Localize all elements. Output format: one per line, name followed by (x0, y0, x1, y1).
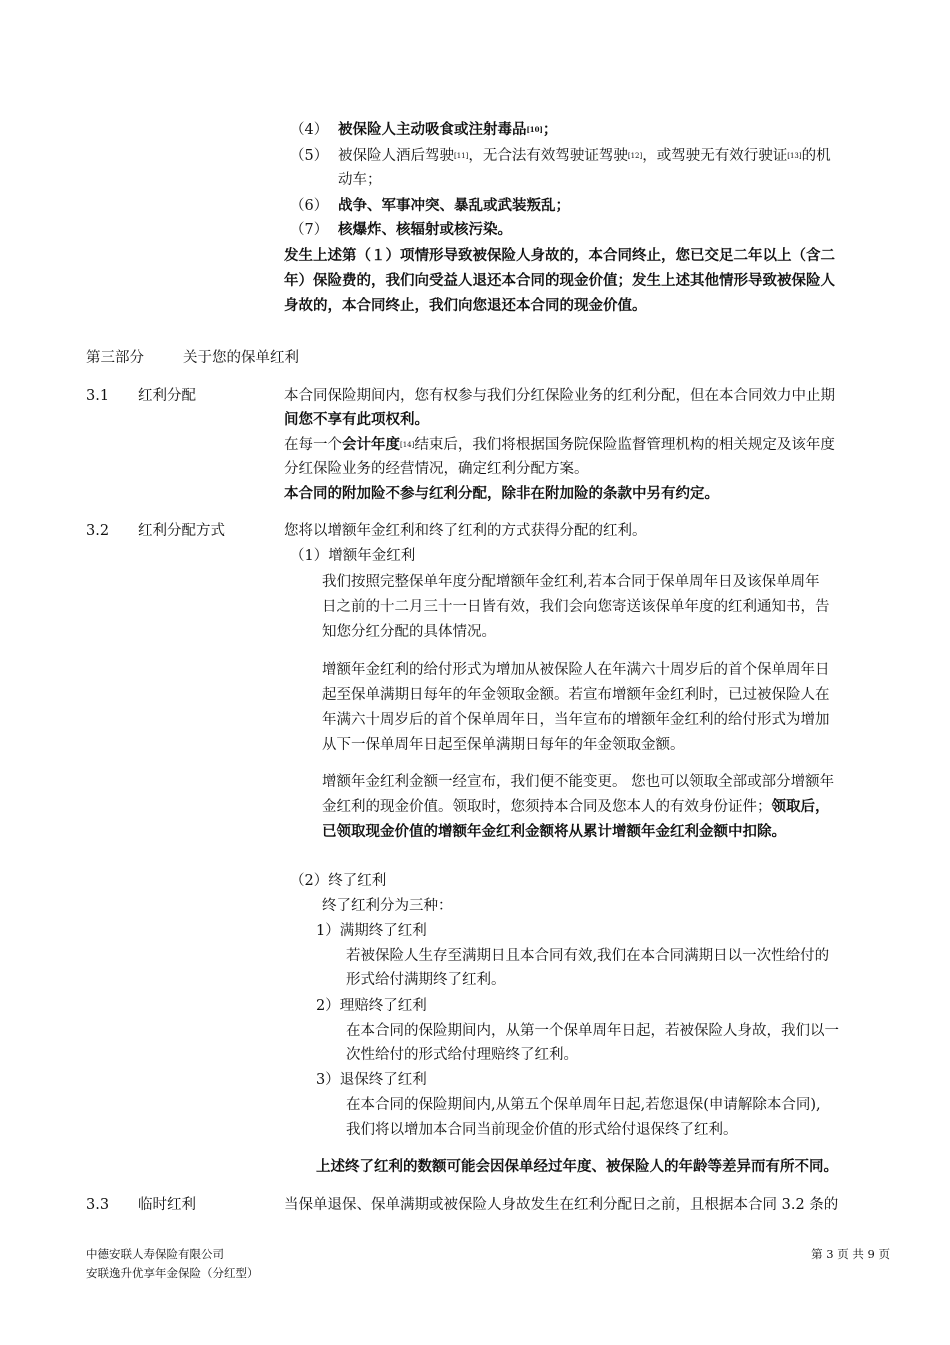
clause-5-cont: 动车； (338, 172, 382, 188)
s32-p1-line-3: 知您分红分配的具体情况。 (322, 624, 496, 640)
s32-sub1-title: （1）增额年金红利 (290, 548, 416, 564)
clause-4: （4） (290, 122, 329, 138)
s32-p3-line-2: 金红利的现金价值。领取时，您须持本合同及您本人的有效身份证件；领取后， (322, 798, 830, 815)
s32-p2-line-2: 起至保单满期日每年的年金领取金额。若宣布增额年金红利时，已过被保险人在 (322, 687, 830, 703)
s32-p1-line-2: 日之前的十二月三十一日皆有效，我们会向您寄送该保单年度的红利通知书，告 (322, 599, 830, 615)
s32-p1-line-1: 我们按照完整保单年度分配增额年金红利,若本合同于保单周年日及该保单周年 (322, 574, 820, 590)
s31-line-5: 本合同的附加险不参与红利分配，除非在附加险的条款中另有约定。 (284, 485, 719, 502)
section-3-2-title: 红利分配方式 (138, 523, 225, 539)
s31-line-2: 间您不享有此项权利。 (284, 411, 429, 428)
s32-t2-line-1: 在本合同的保险期间内，从第一个保单周年日起，若被保险人身故，我们以一 (346, 1023, 839, 1039)
section-3-1-num: 3.1 (86, 388, 110, 404)
s33-line-1: 当保单退保、保单满期或被保险人身故发生在红利分配日之前，且根据本合同 3.2 条的 (284, 1197, 839, 1213)
clause-7: （7） (290, 222, 329, 238)
s32-p2-line-1: 增额年金红利的给付形式为增加从被保险人在年满六十周岁后的首个保单周年日 (322, 662, 830, 678)
s32-t1-line-2: 形式给付满期终了红利。 (346, 972, 506, 988)
clause-4-text: 被保险人主动吸食或注射毒品[10]； (338, 121, 558, 138)
clause-5-text: 被保险人酒后驾驶[11]，无合法有效驾驶证驾驶[12]，或驾驶无有效行驶证[13]的机 (338, 148, 831, 164)
footer-product: 安联逸升优享年金保险（分红型） (86, 1266, 259, 1280)
s32-p2-line-3: 年满六十周岁后的首个保单周年日，当年宣布的增额年金红利的给付形式为增加 (322, 712, 830, 728)
s32-note: 上述终了红利的数额可能会因保单经过年度、被保险人的年龄等差异而有所不同。 (316, 1158, 838, 1175)
clause-5: （5） (290, 148, 329, 164)
s31-line-1: 本合同保险期间内，您有权参与我们分红保险业务的红利分配，但在本合同效力中止期 (284, 388, 835, 404)
s32-t1-line-1: 若被保险人生存至满期日且本合同有效,我们在本合同满期日以一次性给付的 (346, 948, 830, 964)
clause-6-text: 战争、军事冲突、暴乱或武装叛乱； (338, 197, 570, 214)
consequence-line-2: 年）保险费的，我们向受益人退还本合同的现金价值；发生上述其他情形导致被保险人 (284, 272, 835, 289)
s32-sub2-intro: 终了红利分为三种： (322, 898, 453, 914)
consequence-line-3: 身故的，本合同终止，我们向您退还本合同的现金价值。 (284, 297, 647, 314)
part-title: 关于您的保单红利 (183, 350, 299, 366)
section-3-1-title: 红利分配 (138, 388, 196, 404)
s32-p3-line-1: 增额年金红利金额一经宣布，我们便不能变更。 您也可以领取全部或部分增额年 (322, 774, 835, 790)
part-label: 第三部分 (86, 350, 144, 366)
s32-t3-title: 3）退保终了红利 (316, 1072, 427, 1088)
s32-p3-line-3: 已领取现金价值的增额年金红利金额将从累计增额年金红利金额中扣除。 (322, 823, 786, 840)
clause-7-text: 核爆炸、核辐射或核污染。 (338, 221, 512, 238)
consequence-line-1: 发生上述第（１）项情形导致被保险人身故的，本合同终止，您已交足二年以上（含二 (284, 247, 835, 264)
s32-t2-title: 2）理赔终了红利 (316, 998, 427, 1014)
footer-company: 中德安联人寿保险有限公司 (86, 1247, 224, 1261)
footer-page-number: 第 3 页 共 9 页 (811, 1247, 890, 1261)
s32-t3-line-1: 在本合同的保险期间内,从第五个保单周年日起,若您退保(申请解除本合同), (346, 1097, 821, 1113)
s32-p2-line-4: 从下一保单周年日起至保单满期日每年的年金领取金额。 (322, 737, 685, 753)
s31-line-3: 在每一个会计年度[14]结束后，我们将根据国务院保险监督管理机构的相关规定及该年度 (284, 436, 835, 453)
section-3-2-num: 3.2 (86, 523, 110, 539)
section-3-3-title: 临时红利 (138, 1197, 196, 1213)
s32-t3-line-2: 我们将以增加本合同当前现金价值的形式给付退保终了红利。 (346, 1122, 738, 1138)
clause-6: （6） (290, 198, 329, 214)
section-3-3-num: 3.3 (86, 1197, 110, 1213)
s32-sub2-title: （2）终了红利 (290, 873, 387, 889)
s32-t1-title: 1）满期终了红利 (316, 923, 427, 939)
s32-intro: 您将以增额年金红利和终了红利的方式获得分配的红利。 (284, 523, 647, 539)
s31-line-4: 分红保险业务的经营情况，确定红利分配方案。 (284, 461, 589, 477)
s32-t2-line-2: 次性给付的形式给付理赔终了红利。 (346, 1047, 578, 1063)
